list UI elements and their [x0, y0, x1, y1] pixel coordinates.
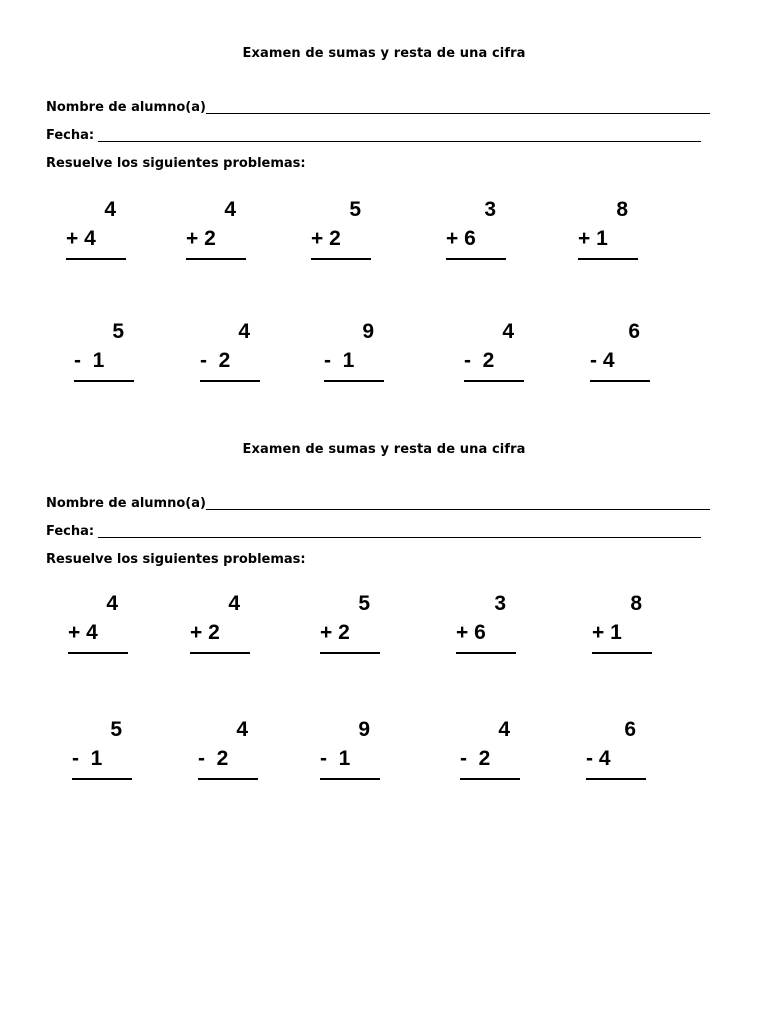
- addend-bottom: + 2: [320, 621, 350, 644]
- subtrahend: - 1: [72, 747, 103, 770]
- addend-top: 3: [484, 198, 496, 221]
- answer-line[interactable]: [456, 652, 516, 654]
- subtrahend: - 1: [74, 349, 105, 372]
- answer-line[interactable]: [68, 652, 128, 654]
- date-field[interactable]: [46, 128, 701, 143]
- addend-bottom: + 4: [66, 227, 96, 250]
- minuend: 6: [628, 320, 640, 343]
- student-name-blank-line[interactable]: [206, 497, 710, 510]
- addend-bottom: + 1: [592, 621, 622, 644]
- minuend: 4: [502, 320, 514, 343]
- minuend: 4: [498, 718, 510, 741]
- answer-line[interactable]: [186, 258, 246, 260]
- answer-line[interactable]: [592, 652, 652, 654]
- answer-line[interactable]: [74, 380, 134, 382]
- subtraction-problem: [584, 320, 654, 390]
- minuend: 4: [238, 320, 250, 343]
- addend-top: 4: [106, 592, 118, 615]
- answer-line[interactable]: [311, 258, 371, 260]
- subtraction-problem: [454, 718, 524, 788]
- subtrahend: - 2: [464, 349, 495, 372]
- answer-line[interactable]: [590, 380, 650, 382]
- addend-bottom: + 4: [68, 621, 98, 644]
- student-name-label: Nombre de alumno(a): [46, 100, 206, 115]
- subtraction-problem: [318, 320, 388, 390]
- answer-line[interactable]: [320, 778, 380, 780]
- subtraction-problem: [458, 320, 528, 390]
- subtrahend: - 2: [198, 747, 229, 770]
- answer-line[interactable]: [460, 778, 520, 780]
- subtrahend: - 4: [586, 747, 611, 770]
- date-label: Fecha:: [46, 128, 95, 143]
- subtrahend: - 1: [324, 349, 355, 372]
- addition-problem: [572, 198, 642, 268]
- exam-title: Examen de sumas y resta de una cifra: [242, 46, 526, 61]
- subtraction-problem: [68, 320, 138, 390]
- addition-problem: [60, 198, 130, 268]
- minuend: 6: [624, 718, 636, 741]
- answer-line[interactable]: [200, 380, 260, 382]
- addition-problem: [184, 592, 254, 662]
- addition-problem: [314, 592, 384, 662]
- addend-bottom: + 2: [311, 227, 341, 250]
- subtraction-problem: [192, 718, 262, 788]
- date-blank-line[interactable]: [98, 525, 701, 538]
- addend-top: 8: [616, 198, 628, 221]
- subtrahend: - 2: [200, 349, 231, 372]
- addition-problem: [586, 592, 656, 662]
- exam-sheet-2: [0, 442, 768, 822]
- date-field[interactable]: [46, 524, 701, 539]
- answer-line[interactable]: [190, 652, 250, 654]
- student-name-field[interactable]: [46, 100, 710, 115]
- instructions: Resuelve los siguientes problemas:: [46, 156, 306, 171]
- addend-top: 4: [104, 198, 116, 221]
- answer-line[interactable]: [586, 778, 646, 780]
- minuend: 9: [362, 320, 374, 343]
- addend-bottom: + 2: [190, 621, 220, 644]
- addend-top: 3: [494, 592, 506, 615]
- answer-line[interactable]: [324, 380, 384, 382]
- answer-line[interactable]: [578, 258, 638, 260]
- minuend: 5: [110, 718, 122, 741]
- minuend: 4: [236, 718, 248, 741]
- subtrahend: - 2: [460, 747, 491, 770]
- addend-top: 5: [358, 592, 370, 615]
- subtraction-problem: [580, 718, 650, 788]
- date-label: Fecha:: [46, 524, 95, 539]
- answer-line[interactable]: [66, 258, 126, 260]
- addition-problem: [440, 198, 510, 268]
- student-name-label: Nombre de alumno(a): [46, 496, 206, 511]
- subtraction-problem: [66, 718, 136, 788]
- instructions: Resuelve los siguientes problemas:: [46, 552, 306, 567]
- answer-line[interactable]: [72, 778, 132, 780]
- addend-top: 4: [228, 592, 240, 615]
- addend-top: 5: [349, 198, 361, 221]
- minuend: 9: [358, 718, 370, 741]
- addition-problem: [305, 198, 375, 268]
- addend-bottom: + 6: [456, 621, 486, 644]
- addition-problem: [62, 592, 132, 662]
- student-name-blank-line[interactable]: [206, 101, 710, 114]
- subtrahend: - 4: [590, 349, 615, 372]
- addend-top: 4: [224, 198, 236, 221]
- addend-bottom: + 1: [578, 227, 608, 250]
- student-name-field[interactable]: [46, 496, 710, 511]
- minuend: 5: [112, 320, 124, 343]
- subtraction-problem: [194, 320, 264, 390]
- subtrahend: - 1: [320, 747, 351, 770]
- answer-line[interactable]: [320, 652, 380, 654]
- addition-problem: [180, 198, 250, 268]
- answer-line[interactable]: [464, 380, 524, 382]
- addend-bottom: + 6: [446, 227, 476, 250]
- subtraction-problem: [314, 718, 384, 788]
- answer-line[interactable]: [198, 778, 258, 780]
- date-blank-line[interactable]: [98, 129, 701, 142]
- answer-line[interactable]: [446, 258, 506, 260]
- addend-bottom: + 2: [186, 227, 216, 250]
- exam-title: Examen de sumas y resta de una cifra: [242, 442, 526, 457]
- addition-problem: [450, 592, 520, 662]
- exam-sheet-1: [0, 46, 768, 426]
- addend-top: 8: [630, 592, 642, 615]
